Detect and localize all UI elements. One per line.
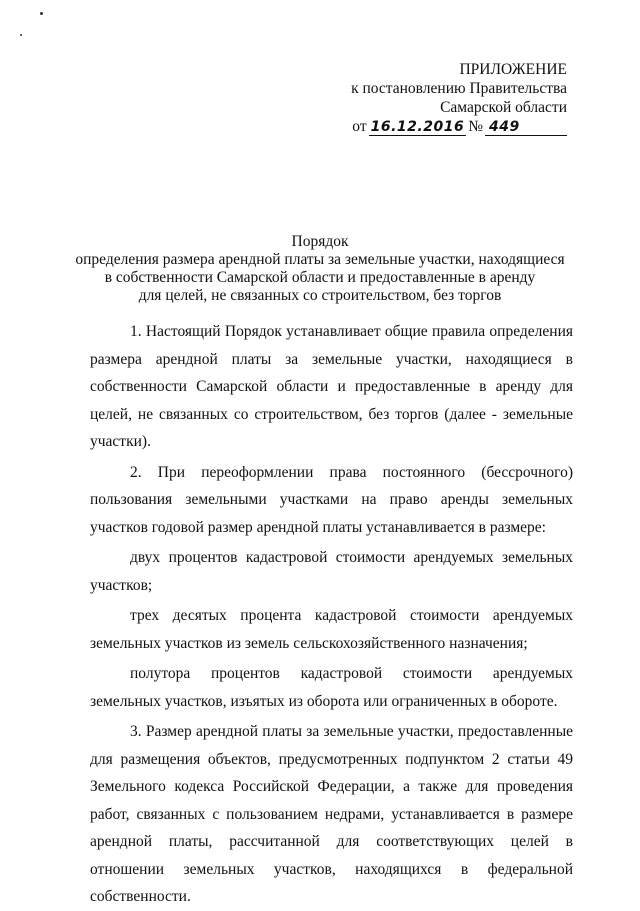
document-body bbox=[90, 318, 573, 911]
appendix-line-1: к постановлению Правительства bbox=[351, 80, 567, 97]
paragraph-3: 3. Размер арендной платы за земельные участки, предоставленные для размещения объектов, предусмотренных подпунктом 2 статьи 49 Земельного кодекса Российской Федерации, а также для проведения работ, связанных с пользованием недрами, устанавливается в размере арендной платы, рассчитанной для соответствующих целей в отношении земельных участков, находящихся в федеральной собственности. bbox=[90, 723, 573, 905]
appendix-heading: ПРИЛОЖЕНИЕ bbox=[459, 61, 567, 78]
title-line-3: в собственности Самарской области и предоставленные в аренду bbox=[104, 269, 536, 286]
scan-speck bbox=[40, 12, 43, 15]
title-line-1: Порядок bbox=[291, 233, 349, 250]
appendix-date-line bbox=[351, 117, 567, 136]
paragraph-1: 1. Настоящий Порядок устанавливает общие правила определения размера арендной платы за земельные участки, находящиеся в собственности Самарской области и предоставленные в аренду для целей, не связанных со строительством, без торгов (далее - земельные участки). bbox=[90, 323, 573, 450]
number-sign: № bbox=[468, 118, 483, 135]
paragraph-2-item-3: полутора процентов кадастровой стоимости арендуемых земельных участков, изъятых из оборота или ограниченных в обороте. bbox=[90, 665, 573, 710]
handwritten-date: 16.12.2016 bbox=[370, 119, 465, 135]
appendix-header bbox=[351, 60, 567, 136]
title-line-4: для целей, не связанных со строительством, без торгов bbox=[138, 287, 502, 304]
appendix-line-2: Самарской области bbox=[440, 99, 567, 116]
date-prefix: от bbox=[352, 118, 367, 135]
title-line-2: определения размера арендной платы за земельные участки, находящиеся bbox=[75, 251, 565, 268]
scan-speck bbox=[20, 34, 22, 36]
paragraph-2: 2. При переоформлении права постоянного (бессрочного) пользования земельными участками на право аренды земельных участков годовой размер арендной платы устанавливается в размере: bbox=[90, 463, 573, 536]
document-title bbox=[0, 233, 640, 305]
paragraph-2-item-1: двух процентов кадастровой стоимости арендуемых земельных участков; bbox=[90, 549, 573, 594]
handwritten-number: 449 bbox=[485, 119, 567, 136]
paragraph-2-item-2: трех десятых процента кадастровой стоимости арендуемых земельных участков из земель сельскохозяйственного назначения; bbox=[90, 607, 573, 652]
